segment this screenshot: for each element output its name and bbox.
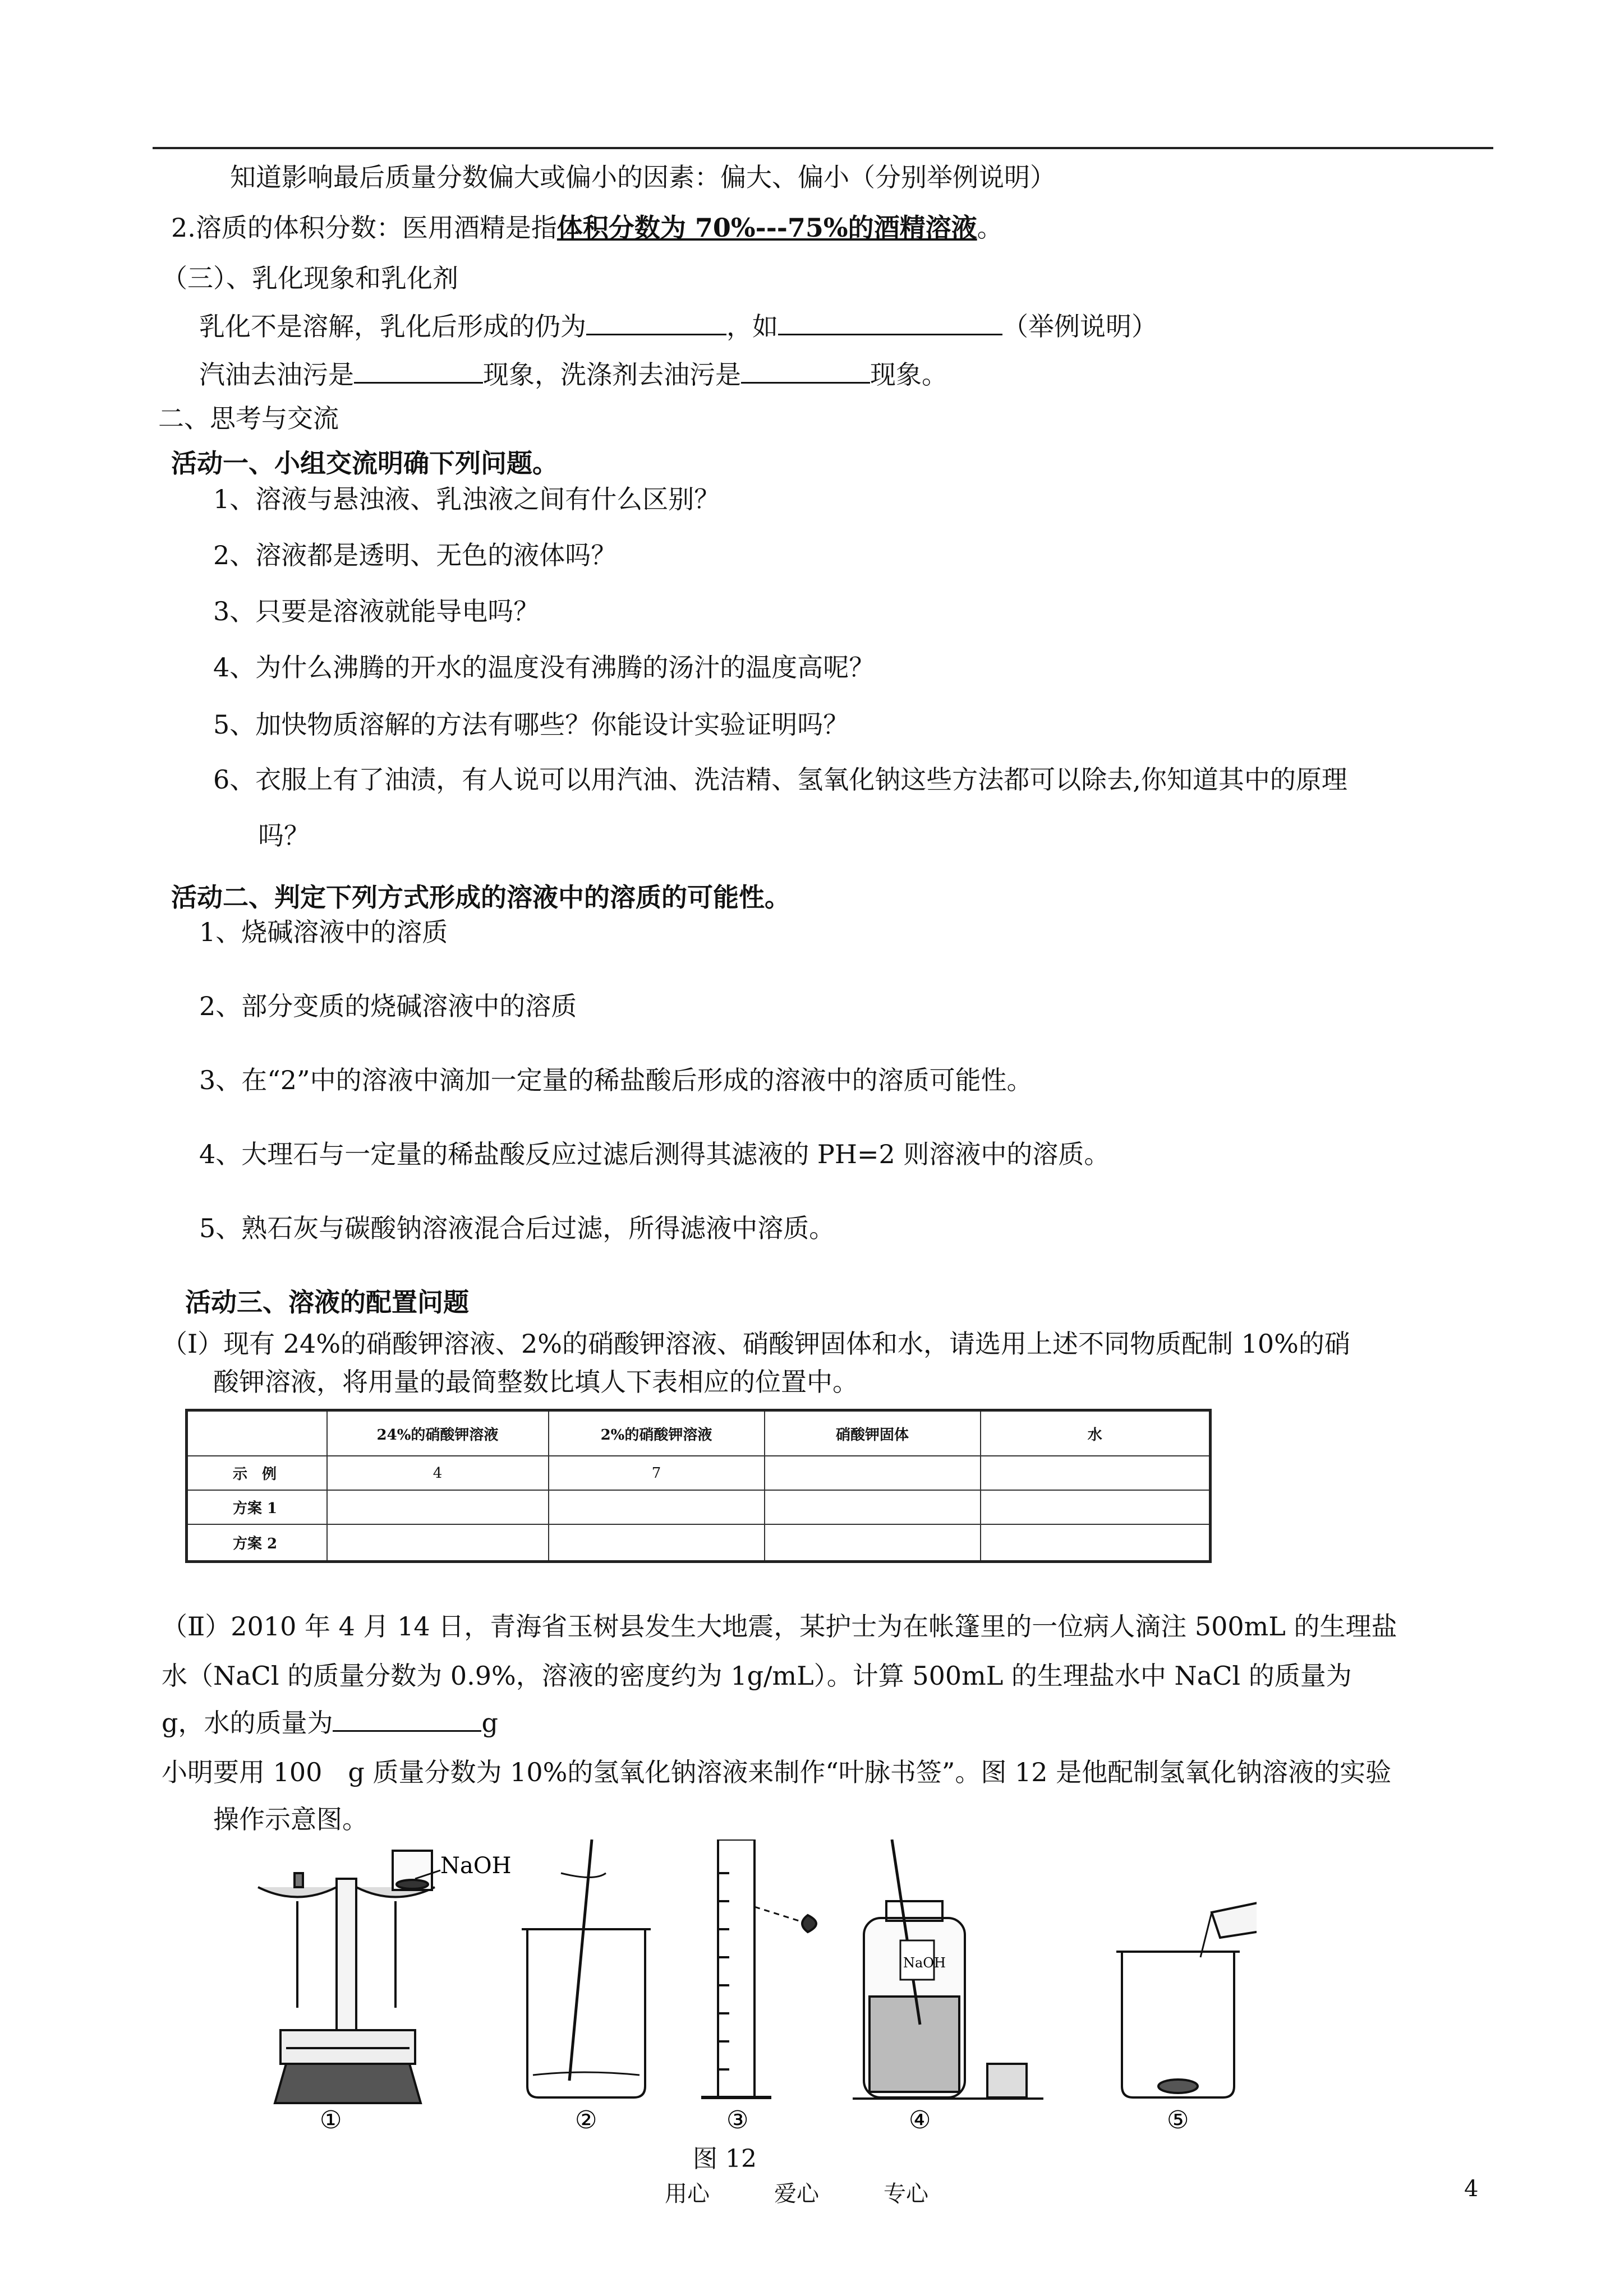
activity-2-title: 活动二、判定下列方式形成的溶液中的溶质的可能性。 (171, 882, 790, 912)
blank-gasoline-phenomenon[interactable] (354, 359, 483, 384)
table-cell[interactable] (765, 1456, 981, 1490)
section-emulsification-title: （三）、乳化现象和乳化剂 (162, 263, 458, 293)
table-cell[interactable] (327, 1524, 549, 1561)
header-cell-water: 水 (981, 1410, 1211, 1456)
table-cell[interactable] (765, 1524, 981, 1561)
table-row (187, 1456, 1211, 1490)
table-row (187, 1490, 1211, 1524)
solute-item-2: 2、部分变质的烧碱溶液中的溶质 (199, 991, 577, 1021)
question-5: 5、加快物质溶解的方法有哪些？你能设计实验证明吗？ (213, 709, 849, 740)
experiment-figure (247, 1839, 1257, 2131)
degreasing-text-a: 汽油去油污是 (199, 359, 354, 390)
graduated-cylinder-icon (701, 1839, 816, 2097)
xiaoming-text-continued: 操作示意图。 (213, 1804, 368, 1834)
step-2-label: ② (575, 2106, 597, 2131)
degreasing-text-c: 现象。 (870, 359, 947, 390)
question-4: 4、为什么沸腾的开水的温度没有沸腾的汤汁的温度高呢？ (213, 652, 875, 683)
jar-label: NaOH (903, 1955, 946, 1971)
balance-icon (258, 1851, 435, 2103)
ratio-table-header-row (187, 1410, 1211, 1456)
line-factors: 知道影响最后质量分数偏大或偏小的因素：偏大、偏小（分别举例说明） (230, 162, 1056, 192)
row-label: 方案 2 (187, 1524, 327, 1561)
activity-1-title: 活动一、小组交流明确下列问题。 (171, 448, 558, 478)
table-cell[interactable] (981, 1524, 1211, 1561)
step-1-label: ① (320, 2106, 342, 2131)
water-mass-unit: g (481, 1708, 498, 1738)
header-cell-empty (187, 1410, 327, 1456)
section-thinking-title: 二、思考与交流 (158, 403, 339, 434)
pouring-icon (1116, 1884, 1257, 2097)
header-rule (153, 147, 1493, 149)
footer-word-2: 爱心 (774, 2181, 819, 2207)
question-1: 1、溶液与悬浊液、乳浊液之间有什么区别？ (213, 484, 720, 514)
activity-3-title: 活动三、溶液的配置问题 (185, 1287, 469, 1317)
part-i-text-continued: 酸钾溶液，将用量的最简整数比填人下表相应的位置中。 (213, 1367, 858, 1397)
xiaoming-text: 小明要用 100 g 质量分数为 10%的氢氧化钠溶液来制作“叶脉书签”。图 12 是他配制氢氧化钠溶液的实验 (162, 1757, 1392, 1787)
table-cell[interactable] (981, 1456, 1211, 1490)
table-cell: 7 (549, 1456, 765, 1490)
line-emulsification (199, 310, 1157, 343)
question-6: 6、衣服上有了油渍，有人说可以用汽油、洗洁精、氢氧化钠这些方法都可以除去,你知道其中的原理 (213, 764, 1347, 795)
part-ii-text: （Ⅱ）2010 年 4 月 14 日，青海省玉树县发生大地震，某护士为在帐篷里的一位病人滴注 500mL 的生理盐 (162, 1611, 1397, 1642)
reagent-jar-icon (853, 1839, 1043, 2099)
line-degreasing (199, 358, 947, 391)
table-cell[interactable] (765, 1490, 981, 1524)
emulsification-text-b: ，如 (726, 311, 778, 342)
blank-emulsion-example[interactable] (778, 311, 1002, 335)
part-ii-text-3 (162, 1706, 498, 1740)
volume-fraction-end: 。 (977, 213, 1003, 243)
question-6-continued: 吗？ (258, 820, 310, 851)
header-cell-solid: 硝酸钾固体 (765, 1410, 981, 1456)
solute-item-4: 4、大理石与一定量的稀盐酸反应过滤后测得其滤液的 PH=2 则溶液中的溶质。 (199, 1139, 1110, 1169)
table-row (187, 1524, 1211, 1561)
table-cell[interactable] (981, 1490, 1211, 1524)
beaker-stirring-icon (522, 1839, 651, 2097)
line-volume-fraction (171, 211, 1003, 245)
naoh-label: NaOH (440, 1853, 512, 1879)
step-5-label: ⑤ (1167, 2106, 1189, 2131)
table-cell: 4 (327, 1456, 549, 1490)
step-3-label: ③ (726, 2106, 749, 2131)
volume-fraction-emphasis: 体积分数为 70%---75%的酒精溶液 (556, 213, 977, 243)
ratio-table (185, 1409, 1212, 1563)
solute-item-5: 5、熟石灰与碳酸钠溶液混合后过滤，所得滤液中溶质。 (199, 1213, 835, 1243)
figure-caption: 图 12 (693, 2145, 757, 2173)
emulsification-text-a: 乳化不是溶解，乳化后形成的仍为 (199, 311, 586, 342)
table-cell[interactable] (549, 1524, 765, 1561)
solute-item-3: 3、在“2”中的溶液中滴加一定量的稀盐酸后形成的溶液中的溶质可能性。 (199, 1065, 1033, 1095)
table-cell[interactable] (549, 1490, 765, 1524)
header-cell-24pct-solution: 24%的硝酸钾溶液 (327, 1410, 549, 1456)
part-ii-text-2: 水（NaCl 的质量分数为 0.9%，溶液的密度约为 1g/mL）。计算 500mL 的生理盐水中 NaCl 的质量为 (162, 1661, 1352, 1691)
footer-word-3: 专心 (884, 2181, 928, 2207)
water-mass-text: g，水的质量为 (162, 1708, 333, 1738)
footer-word-1: 用心 (665, 2181, 710, 2207)
question-3: 3、只要是溶液就能导电吗？ (213, 596, 540, 626)
degreasing-text-b: 现象，洗涤剂去油污是 (483, 359, 741, 390)
row-label: 方案 1 (187, 1490, 327, 1524)
table-cell[interactable] (327, 1490, 549, 1524)
question-2: 2、溶液都是透明、无色的液体吗？ (213, 540, 617, 570)
blank-detergent-phenomenon[interactable] (741, 359, 870, 384)
blank-emulsion-result[interactable] (586, 311, 726, 335)
emulsification-text-c: （举例说明） (1002, 311, 1157, 342)
solute-item-1: 1、烧碱溶液中的溶质 (199, 917, 448, 947)
volume-fraction-text: 2.溶质的体积分数：医用酒精是指 (171, 213, 557, 243)
row-label: 示 例 (187, 1456, 327, 1490)
part-i-text: （Ⅰ）现有 24%的硝酸钾溶液、2%的硝酸钾溶液、硝酸钾固体和水，请选用上述不同物质配制 10%的硝 (162, 1329, 1350, 1359)
blank-water-mass[interactable] (333, 1708, 481, 1732)
page-number: 4 (1464, 2176, 1479, 2202)
header-cell-2pct-solution: 2%的硝酸钾溶液 (549, 1410, 765, 1456)
step-4-label: ④ (909, 2106, 931, 2131)
